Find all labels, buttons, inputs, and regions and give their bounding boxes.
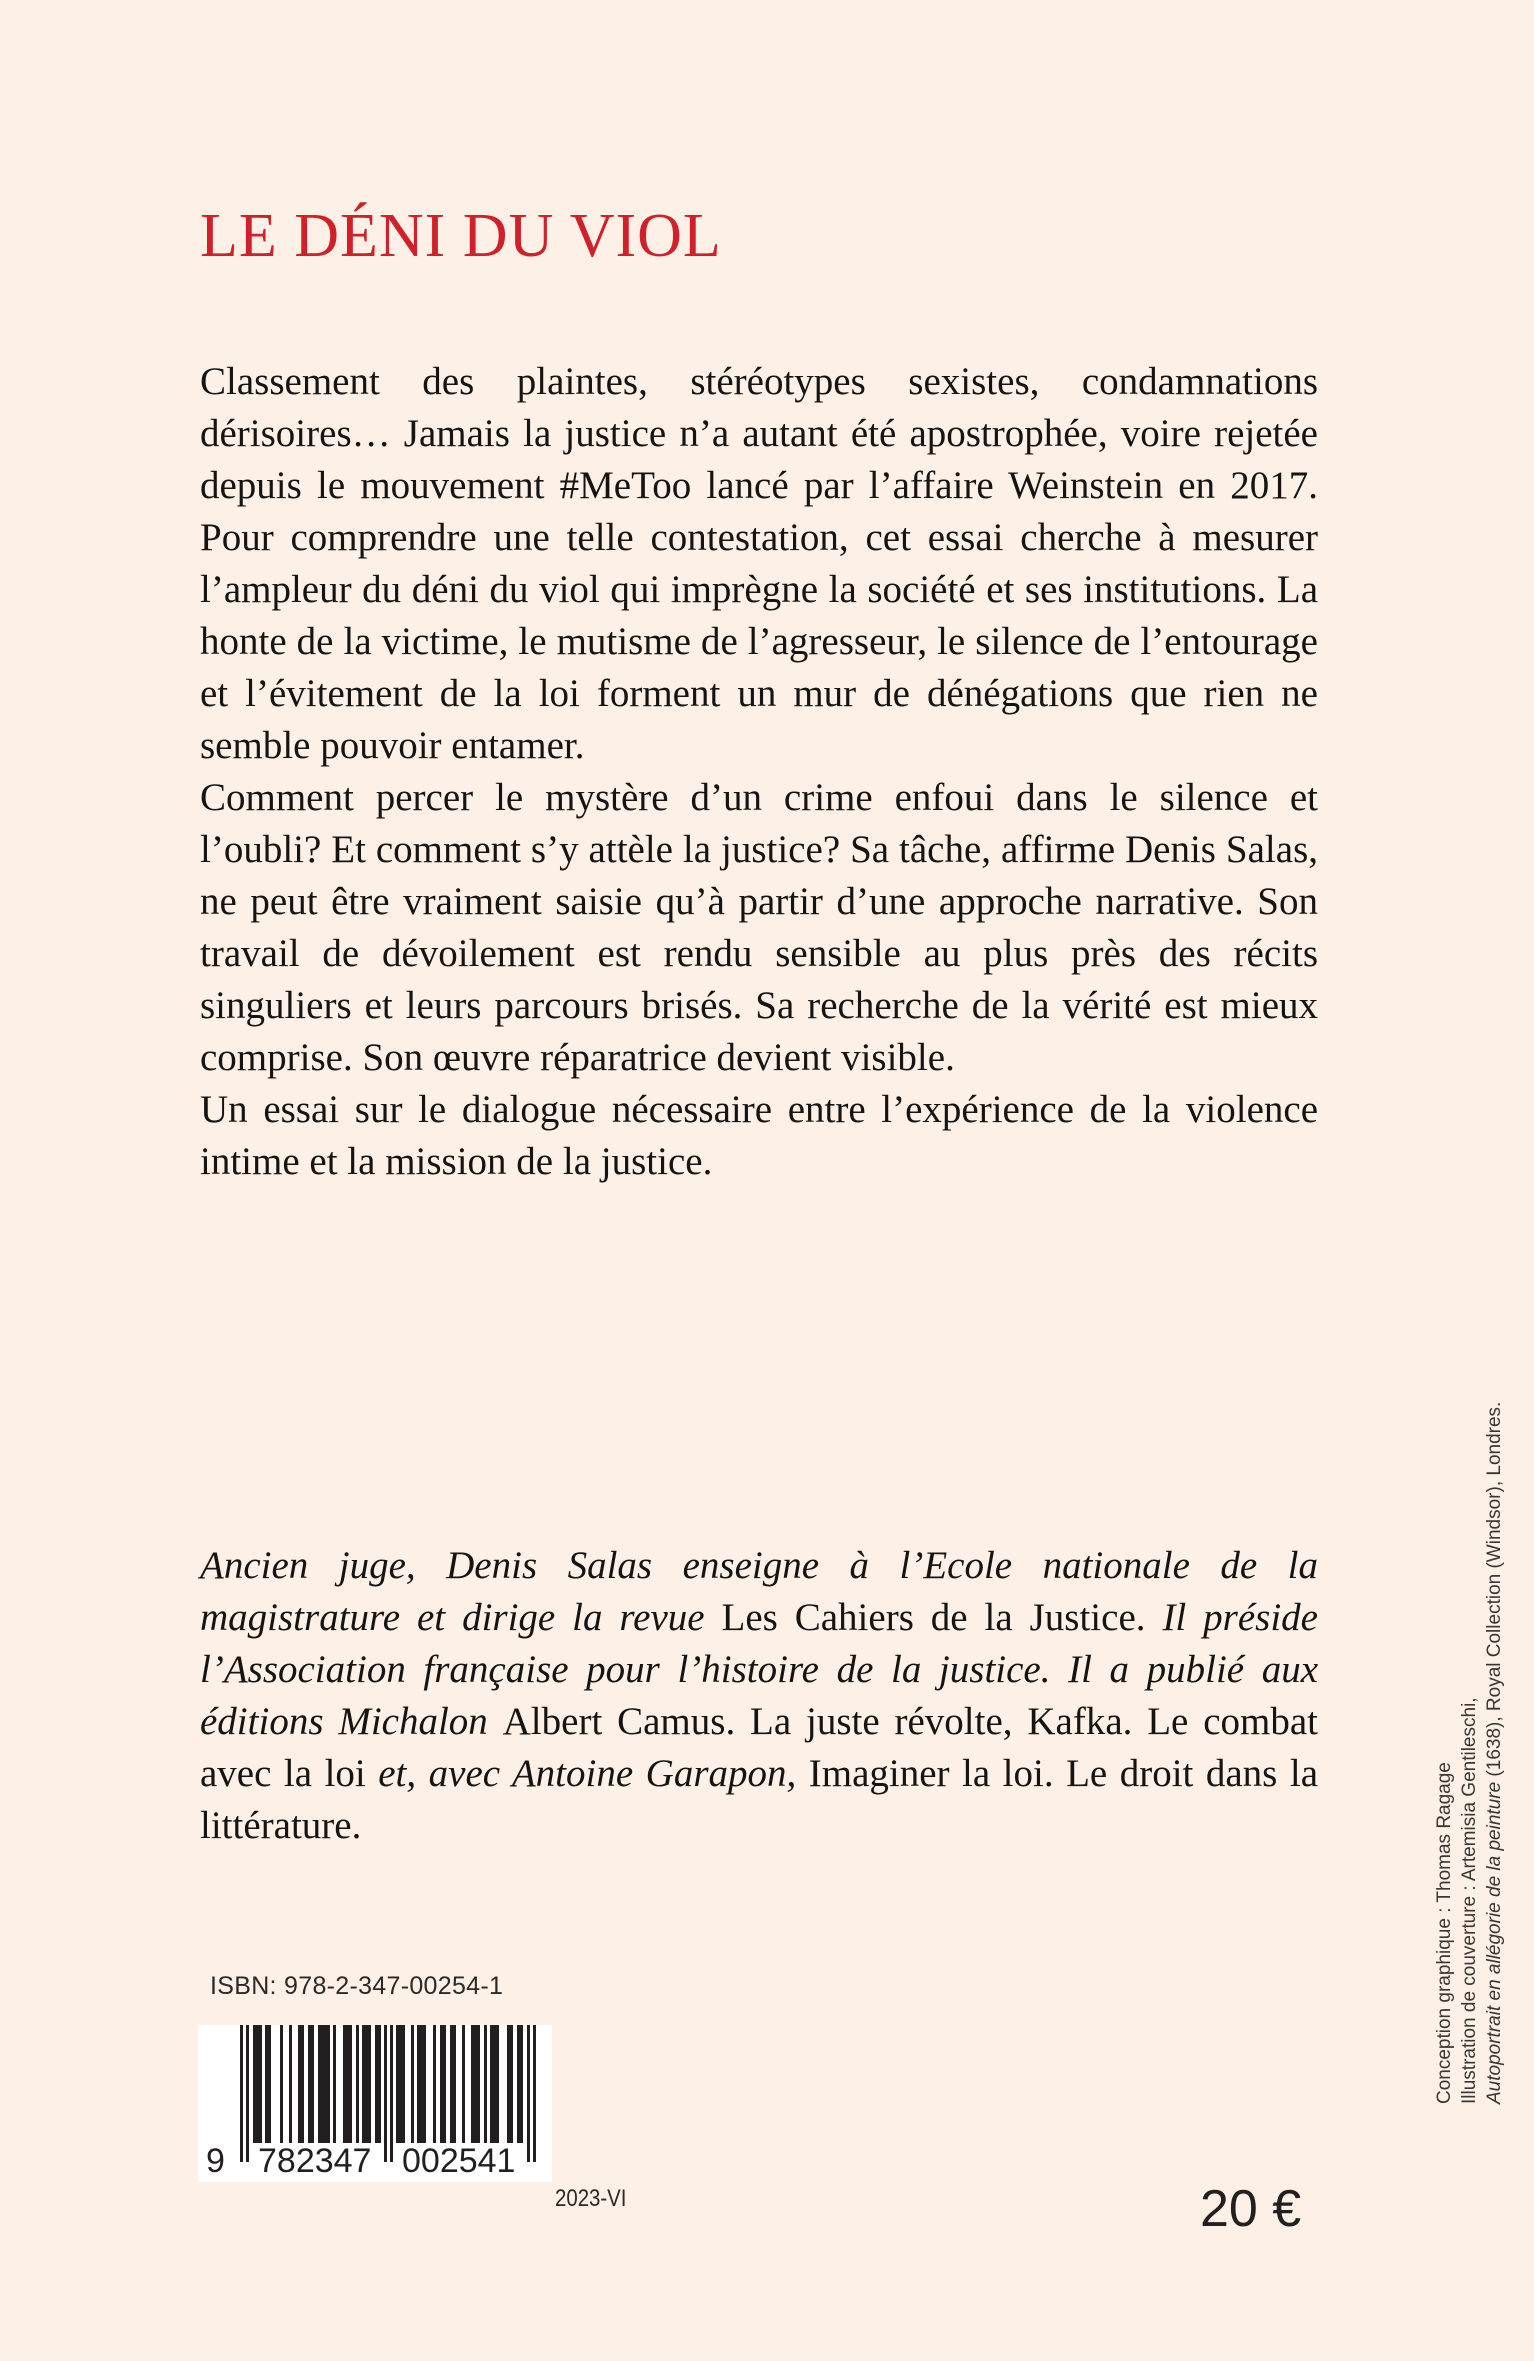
barcode-first-digit: 9	[206, 2142, 225, 2180]
bio-book-titles: Albert Camus. La juste révolte, Kafka. Le combat avec la loi	[200, 1700, 1318, 1795]
price: 20 €	[1200, 2180, 1302, 2238]
bio-segment: et, avec Antoine Garapon,	[378, 1752, 809, 1795]
blurb-paragraph: Classement des plaintes, stéréotypes sexistes, condamnations dérisoires… Jamais la justice n’a autant été apostrophée, voire rejetée depuis le mouvement #MeToo lancé par l’affaire Weinstein en 2017. Pour comprendre une telle contestation, cet essai cherche à mesurer l’ampleur du déni du viol qui imprègne la société et ses institutions. La honte de la victime, le mutisme de l’agresseur, le silence de l’entourage et l’évitement de la loi forment un mur de dénégations que rien ne semble pouvoir entamer.	[200, 360, 1318, 767]
edition-code: 2023-VI	[555, 2185, 627, 2212]
barcode-digits	[198, 2143, 552, 2179]
artwork-details: (1638), Royal Collection (Windsor), Londres.	[1484, 1401, 1505, 1782]
credit-illustration: Illustration de couverture : Artemisia Gentileschi,	[1459, 1697, 1480, 2104]
bio-journal-title: Les Cahiers de la Justice	[721, 1596, 1136, 1639]
book-title: LE DÉNI DU VIOL	[200, 202, 722, 270]
back-cover-blurb	[200, 356, 1318, 1188]
credit-artwork	[1482, 1402, 1507, 2104]
barcode	[198, 2025, 552, 2182]
bio-segment: Ancien juge, Denis Salas enseigne à l’Ecole nationale de la magistrature et dirige la revue	[200, 1544, 1318, 1639]
isbn-label: ISBN: 978-2-347-00254-1	[210, 1972, 504, 2000]
author-bio-text	[200, 1540, 1318, 1852]
blurb-paragraph: Comment percer le mystère d’un crime enfoui dans le silence et l’oubli? Et comment s’y attèle la justice? Sa tâche, affirme Denis Salas, ne peut être vraiment saisie qu’à partir d’une approche narrative. Son travail de dévoilement est rendu sensible au plus près des récits singuliers et leurs parcours brisés. Sa recherche de la vérité est mieux comprise. Son œuvre réparatrice devient visible.	[200, 776, 1318, 1079]
credits	[1432, 1402, 1507, 2104]
blurb-paragraph: Un essai sur le dialogue nécessaire entre l’expérience de la violence intime et la mission de la justice.	[200, 1088, 1318, 1183]
credit-design: Conception graphique : Thomas Ragage	[1434, 1762, 1455, 2104]
barcode-left-group: 782347	[258, 2142, 372, 2180]
artwork-title: Autoportrait en allégorie de la peinture	[1484, 1781, 1505, 2104]
bio-book-title: Imaginer la loi. Le droit dans la littérature.	[200, 1752, 1318, 1847]
author-bio	[200, 1540, 1318, 1852]
barcode-right-group: 002541	[402, 2142, 516, 2180]
bio-segment: Il préside l’Association française pour l’histoire de la justice. Il a publié aux éditions Michalon	[200, 1596, 1318, 1743]
bio-segment: .	[1135, 1596, 1163, 1639]
